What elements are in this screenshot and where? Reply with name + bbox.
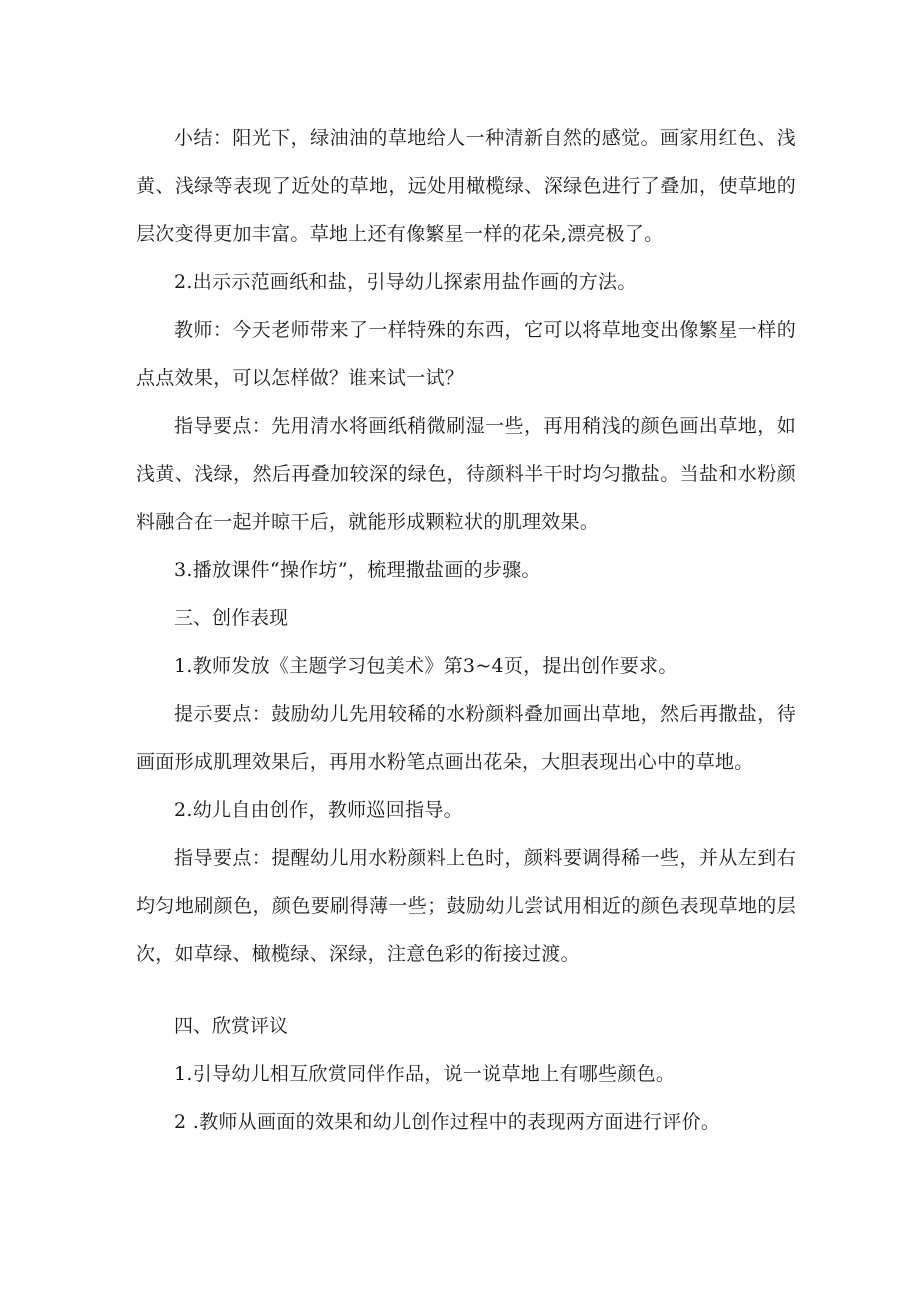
section-heading-creation: 三、创作表现 xyxy=(174,607,289,629)
guidance-points-paragraph-2: 指导要点：提醒幼儿用水粉颜料上色时，颜料要调得稀一些，并从左到右均匀地刷颜色，颜色要刷得薄一些；鼓励幼儿尝试用相近的颜色表现草地的层次，如草绿、橄榄绿、深绿，注意色彩的衔接过渡。 xyxy=(136,847,796,965)
guidance-points-paragraph: 指导要点：先用清水将画纸稍微刷湿一些，再用稍浅的颜色画出草地，如浅黄、浅绿，然后再叠加较深的绿色，待颜料半干时均匀撒盐。当盐和水粉颜料融合在一起并晾干后，就能形成颗粒状的肌理效果。 xyxy=(136,415,796,533)
creation-step-1-paragraph: 1.教师发放《主题学习包美术》第3~4页，提出创作要求。 xyxy=(174,655,678,677)
appreciation-step-2-paragraph: 2 .教师从画面的效果和幼儿创作过程中的表现两方面进行评价。 xyxy=(174,1111,721,1133)
appreciation-step-1-paragraph: 1.引导幼儿相互欣赏同伴作品，说一说草地上有哪些颜色。 xyxy=(174,1063,676,1085)
hint-points-paragraph: 提示要点：鼓励幼儿先用较稀的水粉颜料叠加画出草地，然后再撒盐，待画面形成肌理效果后，再用水粉笔点画出花朵，大胆表现出心中的草地。 xyxy=(136,703,796,773)
section-heading-appreciation: 四、欣赏评议 xyxy=(174,1015,289,1037)
step-2-paragraph: 2.出示示范画纸和盐，引导幼儿探索用盐作画的方法。 xyxy=(174,271,637,293)
document-body xyxy=(136,114,796,1146)
summary-paragraph: 小结：阳光下，绿油油的草地给人一种清新自然的感觉。画家用红色、浅黄、浅绿等表现了近处的草地，远处用橄榄绿、深绿色进行了叠加，使草地的层次变得更加丰富。草地上还有像繁星一样的花朵,漂亮极了。 xyxy=(136,127,796,245)
step-3-paragraph: 3.播放课件“操作坊”，梳理撒盐画的步骤。 xyxy=(174,559,541,581)
teacher-dialogue-paragraph: 教师：今天老师带来了一样特殊的东西，它可以将草地变出像繁星一样的点点效果，可以怎样做？谁来试一试？ xyxy=(136,319,796,389)
creation-step-2-paragraph: 2.幼儿自由创作，教师巡回指导。 xyxy=(174,799,463,821)
